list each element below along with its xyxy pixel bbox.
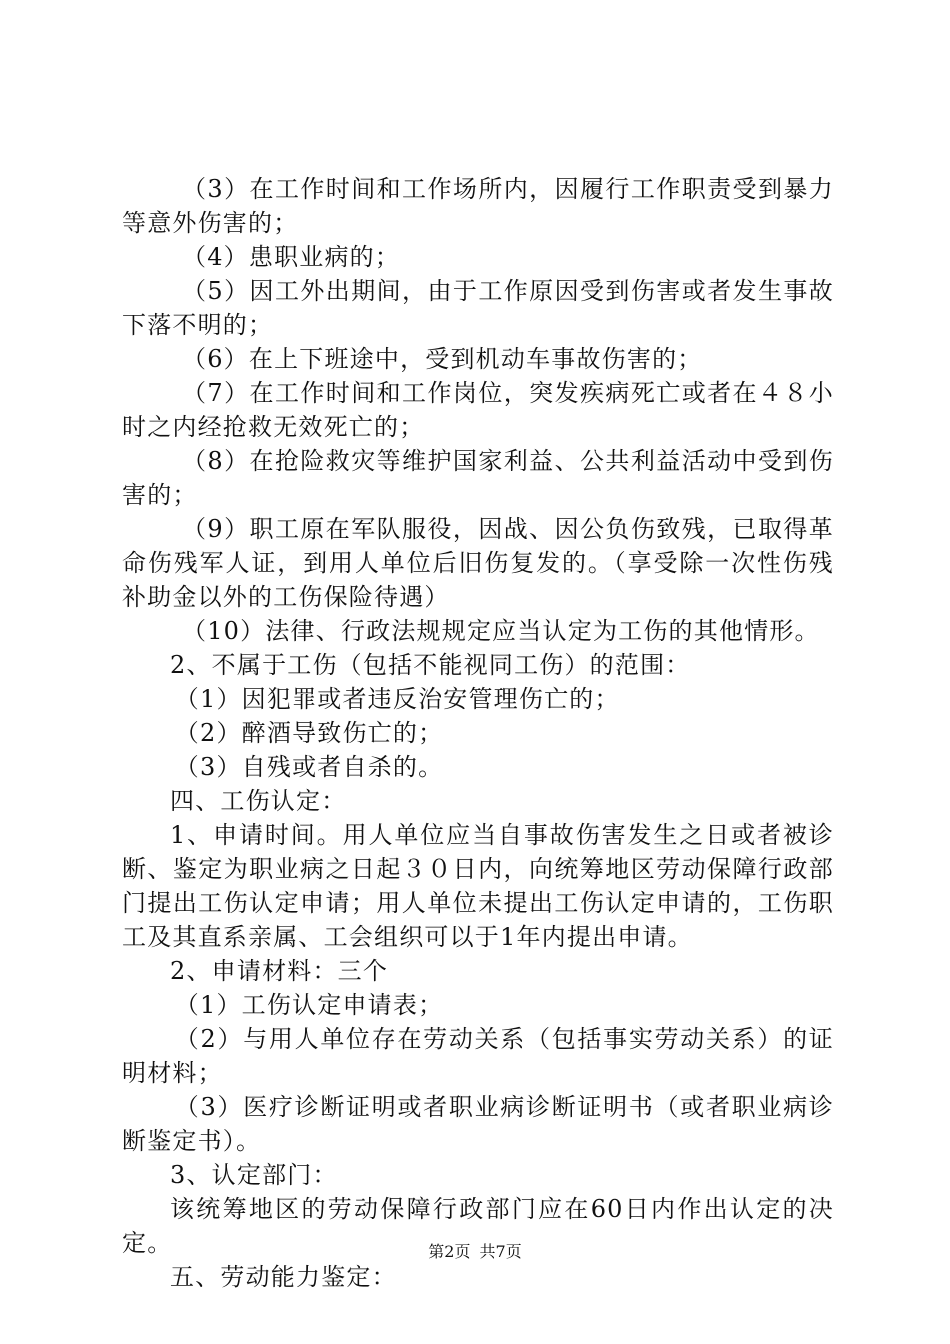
page-footer xyxy=(0,1242,950,1262)
section-heading: 2、申请材料：三个 xyxy=(170,957,389,985)
paragraph: 1、申请时间。用人单位应当自事故伤害发生之日或者被诊断、鉴定为职业病之日起３０日内，向统筹地区劳动保障行政部门提出工伤认定申请；用人单位未提出工伤认定申请的，工伤职工及其直系亲属、工会组织可以于1年内提出申请。 xyxy=(122,821,834,951)
paragraph: （2）与用人单位存在劳动关系（包括事实劳动关系）的证明材料； xyxy=(122,1025,834,1087)
section-heading: 3、认定部门： xyxy=(170,1161,338,1189)
paragraph: （8）在抢险救灾等维护国家利益、公共利益活动中受到伤害的； xyxy=(122,447,834,509)
paragraph: （6）在上下班途中，受到机动车事故伤害的； xyxy=(182,345,703,373)
page-total: 共7页 xyxy=(479,1242,522,1261)
page-number: 第2页 xyxy=(428,1242,471,1261)
section-heading: 五、劳动能力鉴定： xyxy=(170,1263,397,1291)
paragraph: （1）因犯罪或者违反治安管理伤亡的； xyxy=(174,685,620,713)
paragraph: 该统筹地区的劳动保障行政部门应在60日内作出认定的决定。 xyxy=(122,1195,834,1257)
paragraph: （3）在工作时间和工作场所内，因履行工作职责受到暴力等意外伤害的； xyxy=(122,175,834,237)
paragraph: （10）法律、行政法规规定应当认定为工伤的其他情形。 xyxy=(182,617,820,645)
paragraph: （1）工伤认定申请表； xyxy=(174,991,444,1019)
paragraph: （5）因工外出期间，由于工作原因受到伤害或者发生事故下落不明的； xyxy=(122,277,834,339)
paragraph: （7）在工作时间和工作岗位，突发疾病死亡或者在４８小时之内经抢救无效死亡的； xyxy=(122,379,834,441)
paragraph: （2）醉酒导致伤亡的； xyxy=(174,719,444,747)
paragraph: （4）患职业病的； xyxy=(182,243,401,271)
paragraph: （9）职工原在军队服役，因战、因公负伤致残，已取得革命伤残军人证，到用人单位后旧伤复发的。（享受除一次性伤残补助金以外的工伤保险待遇） xyxy=(122,515,834,611)
paragraph: （3）医疗诊断证明或者职业病诊断证明书（或者职业病诊断鉴定书）。 xyxy=(122,1093,834,1155)
section-heading: 2、不属于工伤（包括不能视同工伤）的范围： xyxy=(170,651,691,679)
document-body xyxy=(122,172,834,1294)
section-heading: 四、工伤认定： xyxy=(170,787,347,815)
paragraph: （3）自残或者自杀的。 xyxy=(174,753,444,781)
